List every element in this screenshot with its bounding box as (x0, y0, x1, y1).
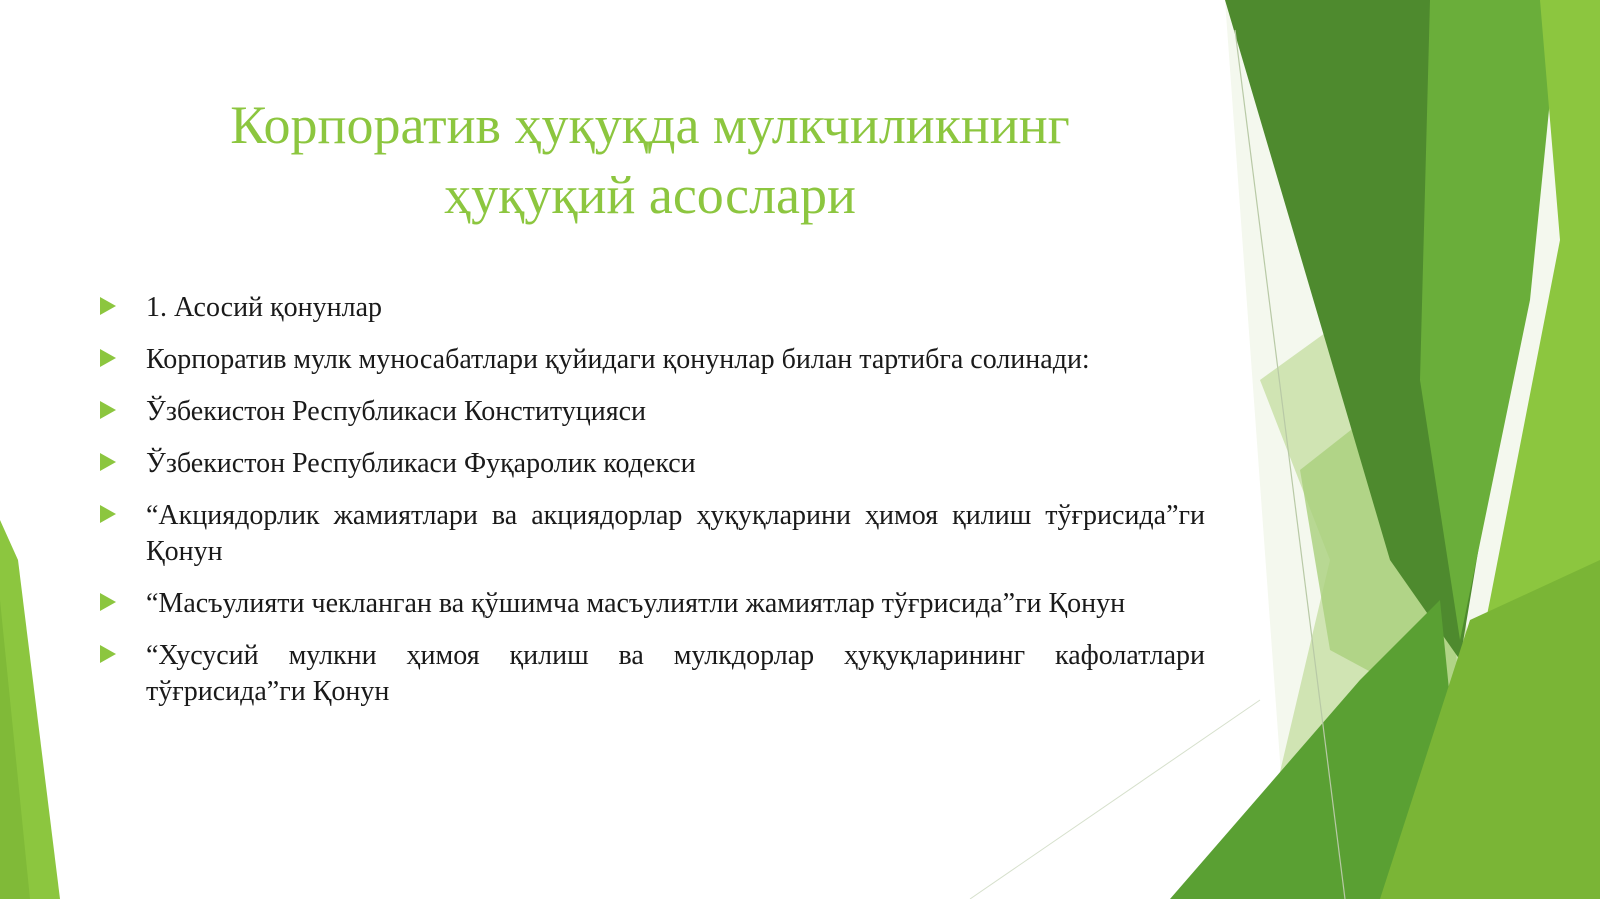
title-line-2: ҳуқуқий асослари (444, 165, 856, 225)
bullet-text: “Масъулияти чекланган ва қўшимча масъулиятли жамиятлар тўғрисида”ги Қонун (146, 588, 1126, 619)
arrow-bullet-icon (100, 593, 116, 611)
bullet-item (100, 342, 1205, 378)
slide-title (150, 90, 1150, 230)
bullet-text: “Акциядорлик жамиятлари ва акциядорлар ҳуқуқларини ҳимоя қилиш тўғрисида”ги Қонун (146, 500, 1205, 567)
bullet-text: Корпоратив мулк муносабатлари қуйидаги қонунлар билан тартибга солинади: (146, 344, 1090, 375)
title-line-1: Корпоратив ҳуқуқда мулкчиликнинг (230, 95, 1070, 155)
bullet-item (100, 394, 1205, 430)
bullet-text: “Хусусий мулкни ҳимоя қилиш ва мулкдорлар ҳуқуқларининг кафолатлари тўғрисида”ги Қонун (146, 640, 1205, 707)
bullet-item (100, 446, 1205, 482)
bullet-item (100, 290, 1205, 326)
bullet-list (100, 290, 1205, 726)
bullet-text: Ўзбекистон Республикаси Конституцияси (146, 396, 646, 427)
arrow-bullet-icon (100, 505, 116, 523)
bullet-text: Ўзбекистон Республикаси Фуқаролик кодекси (146, 448, 696, 479)
arrow-bullet-icon (100, 349, 116, 367)
bullet-item (100, 638, 1205, 710)
bullet-text: 1. Асосий қонунлар (146, 292, 383, 323)
bullet-item (100, 498, 1205, 570)
bullet-item (100, 586, 1205, 622)
arrow-bullet-icon (100, 401, 116, 419)
arrow-bullet-icon (100, 645, 116, 663)
arrow-bullet-icon (100, 297, 116, 315)
arrow-bullet-icon (100, 453, 116, 471)
